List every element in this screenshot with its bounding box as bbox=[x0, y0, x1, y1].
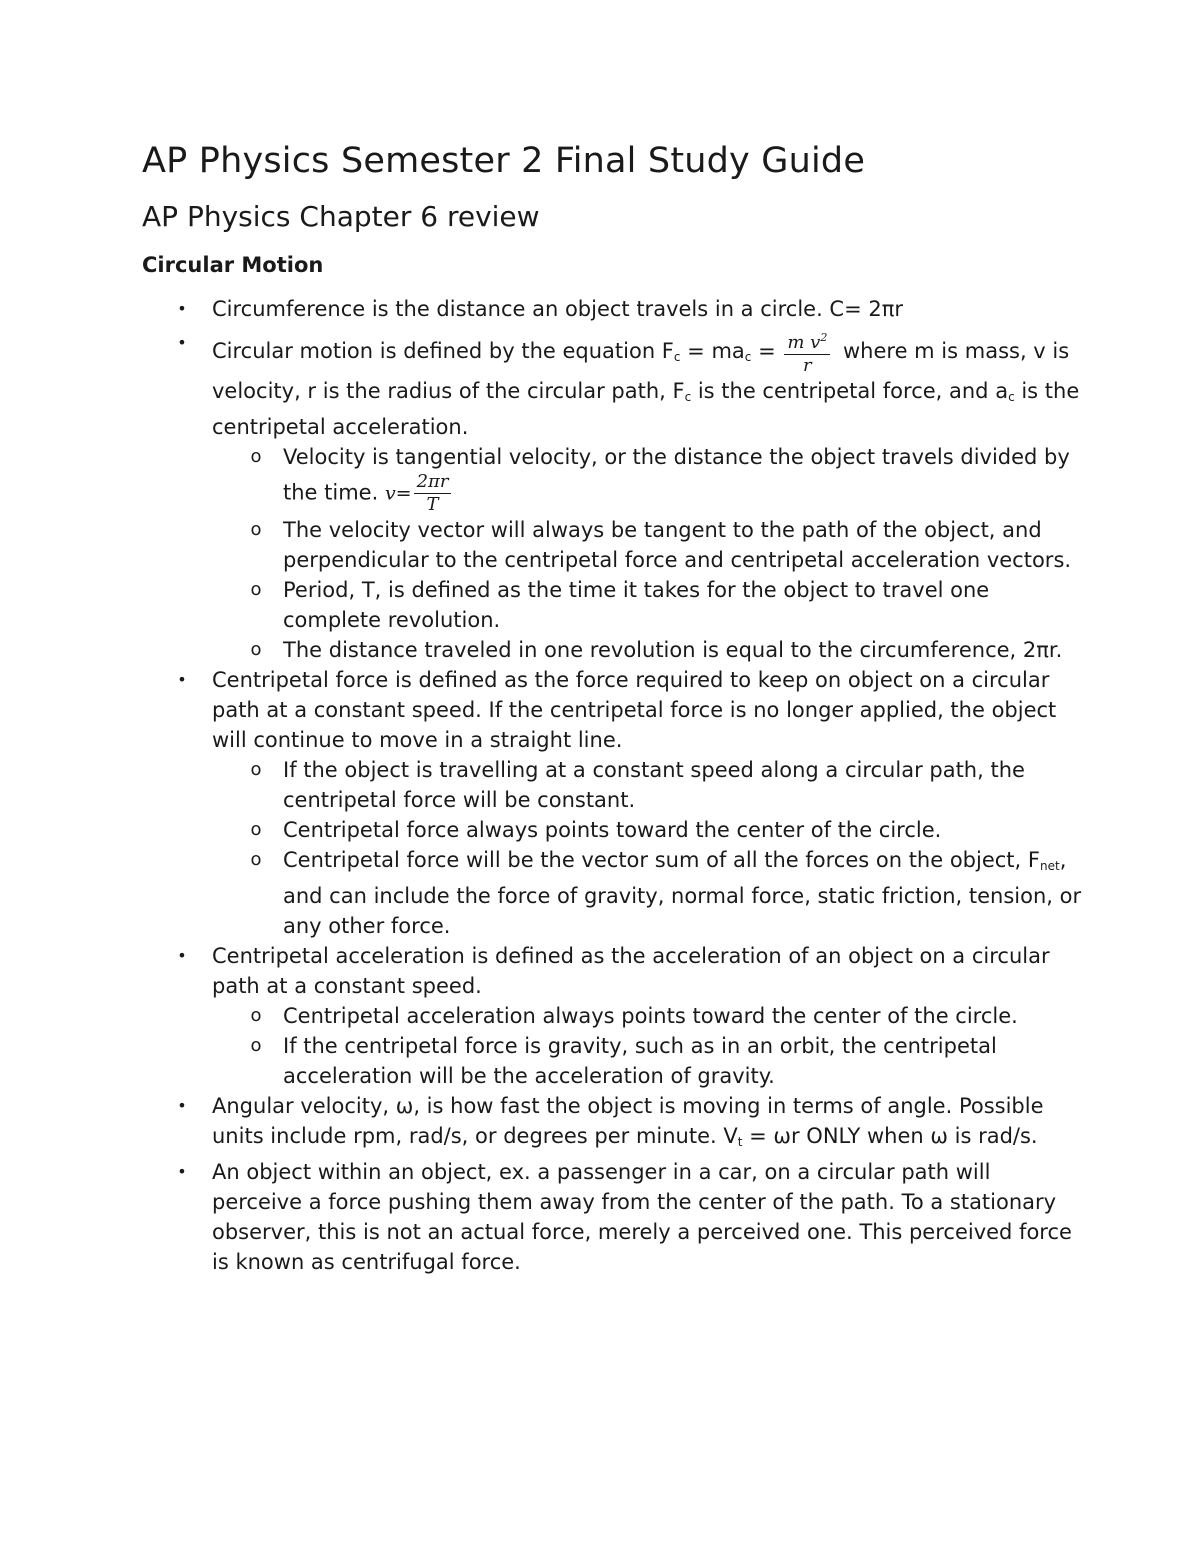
circle-bullet-icon: o bbox=[250, 1035, 262, 1056]
circle-bullet-icon: o bbox=[250, 759, 262, 780]
sub-item-points bbox=[212, 815, 1082, 845]
fraction-denominator: T bbox=[426, 494, 439, 515]
subscript: net bbox=[1039, 859, 1060, 873]
fraction-numerator: 2πr bbox=[414, 472, 452, 494]
main-bullet-list bbox=[142, 294, 1082, 1277]
sub-bullet-list bbox=[212, 755, 1082, 941]
fraction-denominator: r bbox=[803, 355, 812, 376]
document-title: AP Physics Semester 2 Final Study Guide bbox=[142, 141, 866, 181]
list-item-centripetal-force bbox=[142, 665, 1082, 941]
list-item-circular-motion bbox=[142, 328, 1082, 665]
circle-bullet-icon: o bbox=[250, 819, 262, 840]
list-item-centrifugal bbox=[142, 1157, 1082, 1277]
subscript: t bbox=[737, 1135, 743, 1149]
subscript: c bbox=[684, 390, 692, 404]
velocity-fraction bbox=[414, 472, 452, 515]
item-text: Centripetal acceleration is defined as the acceleration of an object on a circular path at a constant speed. bbox=[212, 944, 1050, 998]
list-item-circumference bbox=[142, 294, 1082, 324]
circle-bullet-icon: o bbox=[250, 519, 262, 540]
centripetal-force-fraction bbox=[784, 328, 830, 376]
sub-item-distance bbox=[212, 635, 1082, 665]
item-text: , and can include the force of gravity, normal force, static friction, tension, or any other force. bbox=[283, 848, 1082, 938]
subscript: c bbox=[673, 350, 681, 364]
item-text: is the centripetal acceleration. bbox=[212, 379, 1080, 439]
bullet-icon: • bbox=[177, 299, 187, 318]
item-text: If the centripetal force is gravity, such as in an orbit, the centripetal acceleration will be the acceleration of gravity. bbox=[283, 1034, 997, 1088]
item-text: Circumference is the distance an object travels in a circle. C= 2πr bbox=[212, 297, 904, 321]
item-text: = ωr ONLY when ω is rad/s. bbox=[742, 1124, 1038, 1148]
list-item-centripetal-acceleration bbox=[142, 941, 1082, 1091]
item-text: Period, T, is defined as the time it takes for the object to travel one complete revolution. bbox=[283, 578, 990, 632]
subscript: c bbox=[1008, 390, 1015, 404]
bullet-icon: • bbox=[177, 1096, 187, 1115]
sub-item-period bbox=[212, 575, 1082, 635]
item-text: Centripetal force always points toward the center of the circle. bbox=[283, 818, 942, 842]
section-heading: Circular Motion bbox=[142, 253, 324, 277]
bullet-icon: • bbox=[177, 333, 187, 352]
bullet-icon: • bbox=[177, 946, 187, 965]
item-text: The distance traveled in one revolution is equal to the circumference, 2πr. bbox=[283, 638, 1063, 662]
item-text: Angular velocity, ω, is how fast the object is moving in terms of angle. Possible units include rpm, rad/s, or degrees per minute. V bbox=[212, 1094, 1044, 1148]
bullet-icon: • bbox=[177, 1162, 187, 1181]
list-item-angular-velocity bbox=[142, 1091, 1082, 1157]
sub-item-accel-gravity bbox=[212, 1031, 1082, 1091]
numerator-text: m v bbox=[787, 332, 821, 353]
item-text: Centripetal force is defined as the force required to keep on object on a circular path at a constant speed. If the centripetal force is no longer applied, the object will continue to move in a straight line. bbox=[212, 668, 1057, 752]
circle-bullet-icon: o bbox=[250, 639, 262, 660]
item-text: = bbox=[751, 339, 783, 363]
item-text: Centripetal acceleration always points toward the center of the circle. bbox=[283, 1004, 1018, 1028]
sub-bullet-list bbox=[212, 1001, 1082, 1091]
item-text: = ma bbox=[680, 339, 745, 363]
circle-bullet-icon: o bbox=[250, 849, 262, 870]
item-text: is the centripetal force, and a bbox=[691, 379, 1009, 403]
sub-item-velocity bbox=[212, 442, 1082, 515]
item-text: where m is mass, v is velocity, r is the radius of the circular path, F bbox=[212, 339, 1070, 403]
sub-item-constant bbox=[212, 755, 1082, 815]
item-text: Centripetal force will be the vector sum of all the forces on the object, F bbox=[283, 848, 1040, 872]
sub-item-accel-points bbox=[212, 1001, 1082, 1031]
item-text: If the object is travelling at a constant speed along a circular path, the centripetal force will be constant. bbox=[283, 758, 1025, 812]
sub-bullet-list bbox=[212, 442, 1082, 665]
item-text: Velocity is tangential velocity, or the distance the object travels divided by the time. bbox=[283, 445, 1070, 505]
velocity-equation-lhs: v= bbox=[384, 482, 412, 505]
chapter-heading: AP Physics Chapter 6 review bbox=[142, 200, 540, 233]
item-text: An object within an object, ex. a passenger in a car, on a circular path will perceive a force pushing them away from the center of the path. To a stationary observer, this is not an actual force, merely a perceived one. This perceived force is known as centrifugal force. bbox=[212, 1160, 1072, 1274]
exponent: 2 bbox=[820, 331, 828, 344]
fraction-numerator bbox=[784, 328, 830, 355]
circle-bullet-icon: o bbox=[250, 579, 262, 600]
item-text: The velocity vector will always be tangent to the path of the object, and perpendicular to the centripetal force and centripetal acceleration vectors. bbox=[283, 518, 1072, 572]
document-page bbox=[142, 138, 1082, 1277]
circle-bullet-icon: o bbox=[250, 446, 262, 467]
circle-bullet-icon: o bbox=[250, 1005, 262, 1026]
sub-item-vector-sum bbox=[212, 845, 1082, 941]
item-text: Circular motion is defined by the equation F bbox=[212, 339, 674, 363]
bullet-icon: • bbox=[177, 670, 187, 689]
subscript: c bbox=[744, 350, 752, 364]
sub-item-tangent bbox=[212, 515, 1082, 575]
